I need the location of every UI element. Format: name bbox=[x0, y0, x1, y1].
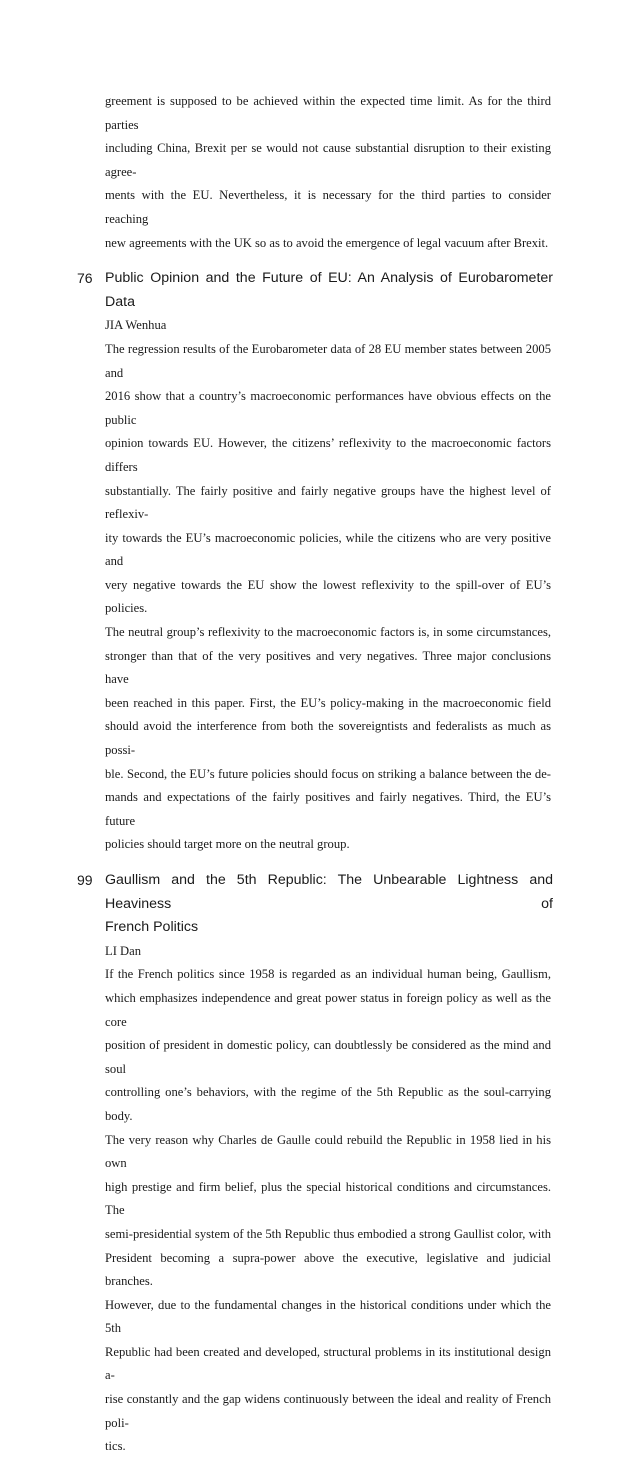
entry-page-number: 99 bbox=[77, 872, 93, 888]
title-line: Public Opinion and the Future of EU: An Analysis of Eurobarometer Data bbox=[105, 270, 553, 310]
text-line: new agreements with the UK so as to avoid the emergence of legal vacuum after Brexit. bbox=[105, 235, 549, 250]
text-line: 2016 show that a country’s macroeconomic performances have obvious effects on the public bbox=[105, 389, 551, 427]
text-line: stronger than that of the very positives and very negatives. Three major conclusions have bbox=[105, 648, 551, 687]
text-line: tics. bbox=[105, 1439, 126, 1454]
text-line: which emphasizes independence and great power status in foreign policy as well as the core bbox=[105, 990, 551, 1029]
text-line: However, due to the fundamental changes in the historical conditions under which the 5th bbox=[105, 1297, 551, 1336]
entry-author: LI Dan bbox=[105, 943, 142, 958]
text-line: ments with the EU. Nevertheless, it is necessary for the third parties to consider reaching bbox=[105, 188, 551, 226]
entry-heading bbox=[0, 267, 633, 314]
text-line: The very reason why Charles de Gaulle could rebuild the Republic in 1958 lied in his own bbox=[105, 1132, 551, 1171]
text-line: controlling one’s behaviors, with the regime of the 5th Republic as the soul-carrying body. bbox=[105, 1085, 551, 1123]
entry-abstract bbox=[105, 338, 551, 857]
text-line: opinion towards EU. However, the citizens’ reflexivity to the macroeconomic factors differs bbox=[105, 436, 551, 474]
abstract-entry-99 bbox=[0, 869, 633, 1459]
text-line: Republic had been created and developed, structural problems in its institutional design a- bbox=[105, 1344, 551, 1383]
title-line: French Politics bbox=[105, 919, 199, 936]
text-line: The neutral group’s reflexivity to the macroeconomic factors is, in some circumstances, bbox=[105, 625, 551, 640]
entry-abstract bbox=[105, 963, 551, 1458]
text-line: rise constantly and the gap widens continuously between the ideal and reality of French poli- bbox=[105, 1392, 551, 1430]
title-line: Gaullism and the 5th Republic: The Unbearable Lightness and Heaviness of bbox=[105, 872, 553, 912]
continuation-paragraph bbox=[105, 90, 551, 255]
text-line: greement is supposed to be achieved within the expected time limit. As for the third parties bbox=[105, 94, 551, 132]
text-line: been reached in this paper. First, the EU’s policy-making in the macroeconomic field bbox=[105, 695, 551, 710]
text-line: If the French politics since 1958 is regarded as an individual human being, Gaullism, bbox=[105, 967, 551, 982]
text-line: substantially. The fairly positive and fairly negative groups have the highest level of reflexiv- bbox=[105, 483, 551, 522]
text-line: ity towards the EU’s macroeconomic policies, while the citizens who are very positive and bbox=[105, 530, 551, 569]
text-line: very negative towards the EU show the lowest reflexivity to the spill-over of EU’s policies. bbox=[105, 577, 551, 616]
entry-author: JIA Wenhua bbox=[105, 318, 167, 333]
entry-title bbox=[105, 869, 553, 940]
text-line: semi-presidential system of the 5th Republic thus embodied a strong Gaullist color, with bbox=[105, 1226, 551, 1241]
entry-heading bbox=[0, 869, 633, 940]
text-line: policies should target more on the neutral group. bbox=[105, 837, 350, 852]
text-line: should avoid the interference from both the sovereigntists and federalists as much as possi- bbox=[105, 719, 551, 758]
text-line: The regression results of the Eurobarometer data of 28 EU member states between 2005 and bbox=[105, 341, 551, 380]
text-line: position of president in domestic policy, can doubtlessly be considered as the mind and soul bbox=[105, 1038, 551, 1076]
entry-title bbox=[105, 267, 553, 314]
entry-page-number: 76 bbox=[77, 270, 93, 287]
text-line: high prestige and firm belief, plus the special historical conditions and circumstances. The bbox=[105, 1179, 551, 1218]
abstract-entry-76 bbox=[0, 267, 633, 857]
text-line: mands and expectations of the fairly positives and fairly negatives. Third, the EU’s future bbox=[105, 790, 551, 828]
text-line: President becoming a supra-power above the executive, legislative and judicial branches. bbox=[105, 1250, 551, 1289]
text-line: ble. Second, the EU’s future policies should focus on striking a balance between the de- bbox=[105, 766, 551, 781]
text-line: including China, Brexit per se would not cause substantial disruption to their existing agree- bbox=[105, 141, 551, 179]
